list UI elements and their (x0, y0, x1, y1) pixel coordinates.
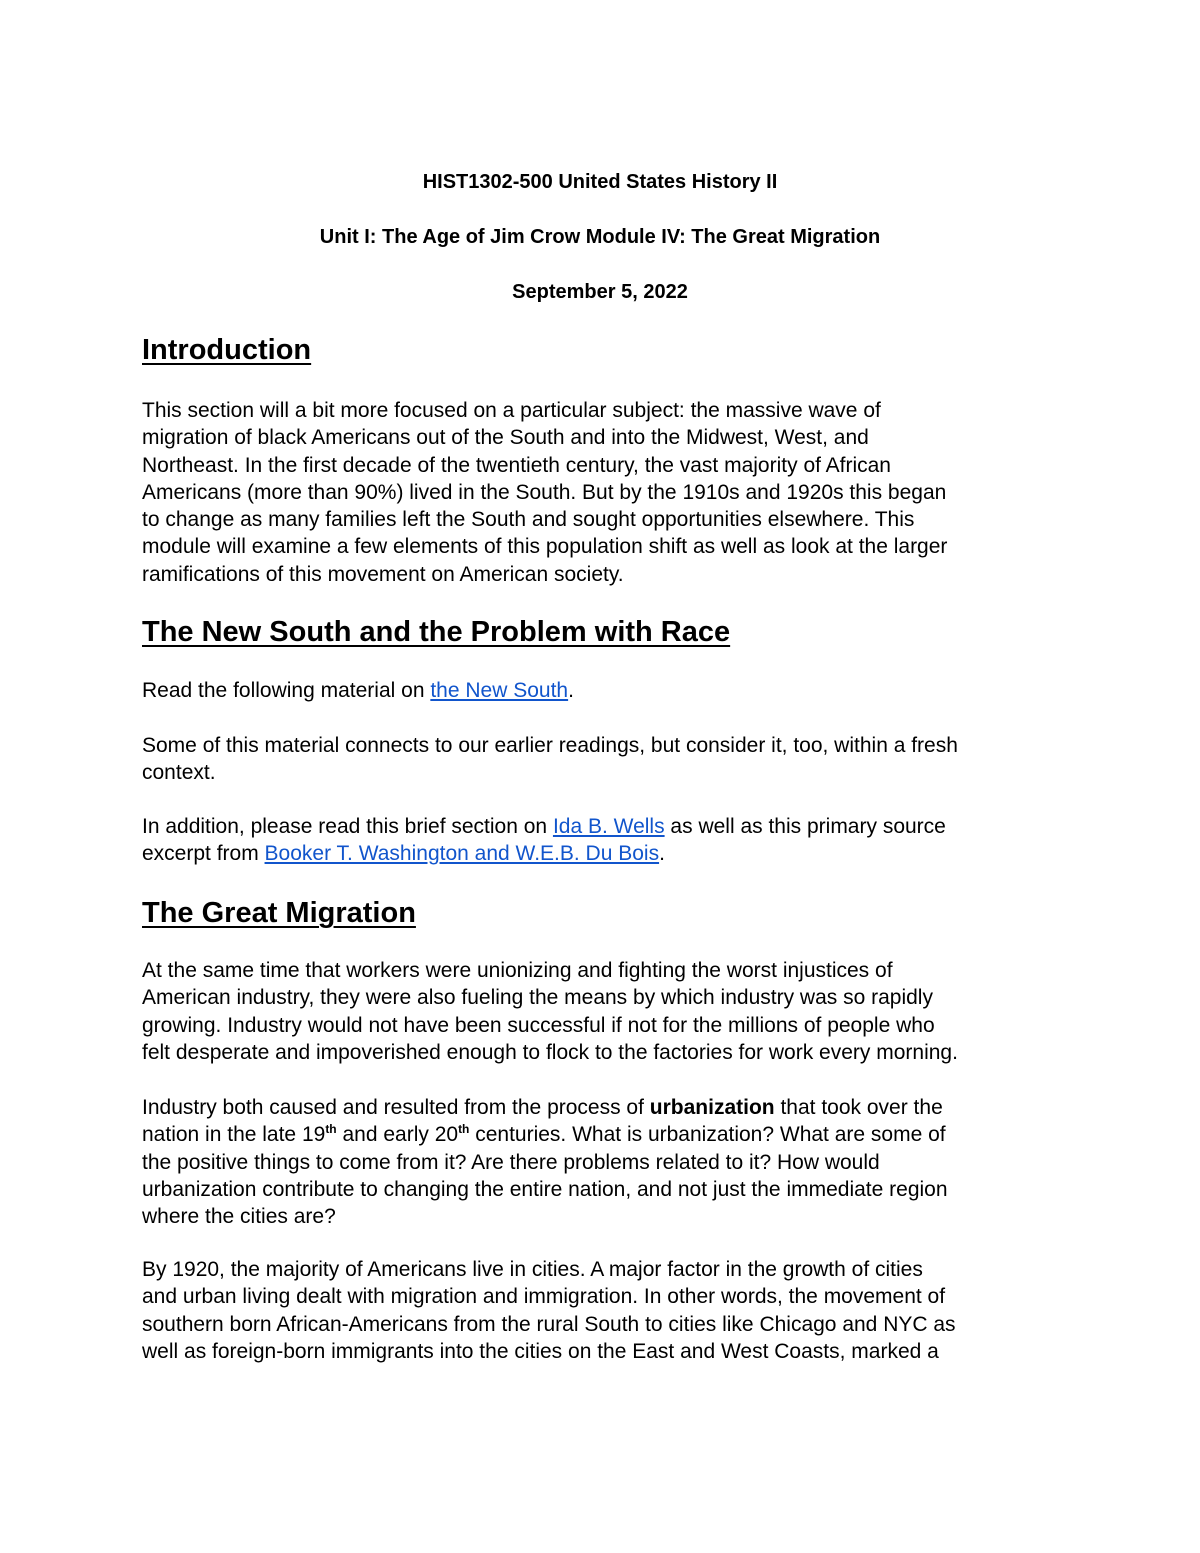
urbanization-suffix: that took over the (774, 1096, 943, 1119)
text-line (142, 840, 946, 867)
new-south-heading: The New South and the Problem with Race (142, 616, 731, 648)
text-line: Northeast. In the first decade of the twentieth century, the vast majority of African (142, 453, 891, 477)
ida-b-wells-link[interactable]: Ida B. Wells (552, 815, 665, 838)
urbanization-paragraph (142, 1094, 948, 1230)
document-date: September 5, 2022 (512, 281, 688, 303)
century-text-b: and early 20 (336, 1123, 459, 1147)
urbanization-term: urbanization (649, 1096, 775, 1119)
text-line: context. (142, 761, 216, 785)
text-line: Americans (more than 90%) lived in the South. But by the 1910s and 1920s this began (142, 480, 947, 504)
text-line: southern born African-Americans from the rural South to cities like Chicago and NYC as (142, 1312, 956, 1336)
text-line: This section will a bit more focused on a particular subject: the massive wave of (142, 399, 881, 422)
addition-middle: as well as this primary source (664, 815, 946, 838)
text-line: growing. Industry would not have been successful if not for the millions of people who (142, 1013, 935, 1037)
introduction-heading: Introduction (142, 334, 312, 366)
washington-du-bois-link[interactable]: Booker T. Washington and W.E.B. Du Bois (264, 842, 660, 866)
addition-paragraph (142, 813, 946, 868)
text-line: American industry, they were also fueling the means by which industry was so rapidly (142, 986, 933, 1010)
urbanization-prefix: Industry both caused and resulted from the process of (142, 1096, 650, 1119)
text-line: the positive things to come from it? Are there problems related to it? How would (142, 1150, 880, 1174)
connects-paragraph (142, 732, 958, 787)
read-material-paragraph (142, 677, 574, 704)
excerpt-prefix: excerpt from (142, 842, 265, 866)
text-line: and urban living dealt with migration and immigration. In other words, the movement of (142, 1285, 946, 1309)
text-line: Some of this material connects to our earlier readings, but consider it, too, within a fresh (142, 734, 958, 757)
introduction-paragraph (142, 397, 947, 588)
addition-prefix: In addition, please read this brief section on (142, 815, 553, 838)
text-line: migration of black Americans out of the South and into the Midwest, West, and (142, 426, 869, 450)
text-line (142, 1094, 948, 1121)
unit-title: Unit I: The Age of Jim Crow Module IV: The Great Migration (319, 226, 881, 248)
century-text-a: nation in the late 19 (142, 1123, 326, 1147)
excerpt-suffix: . (659, 842, 665, 866)
century-text-c: centuries. What is urbanization? What are some of (469, 1123, 946, 1147)
text-line (142, 677, 574, 704)
text-line: By 1920, the majority of Americans live in cities. A major factor in the growth of cities (142, 1258, 923, 1281)
text-line: felt desperate and impoverished enough to flock to the factories for work every morning. (142, 1040, 958, 1064)
text-line: ramifications of this movement on American society. (142, 562, 624, 586)
read-prefix: Read the following material on (142, 679, 431, 702)
text-line: At the same time that workers were unionizing and fighting the worst injustices of (142, 959, 893, 982)
great-migration-heading: The Great Migration (142, 897, 416, 929)
text-line (142, 1121, 948, 1148)
text-line (142, 813, 946, 840)
industry-workers-paragraph (142, 957, 958, 1066)
cities-paragraph (142, 1256, 956, 1365)
ordinal-superscript: th (325, 1122, 337, 1137)
text-line: well as foreign-born immigrants into the cities on the East and West Coasts, marked a (142, 1339, 939, 1363)
text-line: module will examine a few elements of this population shift as well as look at the larger (142, 535, 948, 559)
course-title: HIST1302-500 United States History II (422, 171, 778, 193)
text-line: urbanization contribute to changing the entire nation, and not just the immediate region (142, 1177, 948, 1201)
text-line: where the cities are? (142, 1205, 336, 1229)
ordinal-superscript: th (458, 1122, 470, 1137)
text-line: to change as many families left the South and sought opportunities elsewhere. This (142, 508, 915, 532)
new-south-link[interactable]: the New South (430, 679, 569, 702)
read-suffix: . (568, 679, 574, 702)
